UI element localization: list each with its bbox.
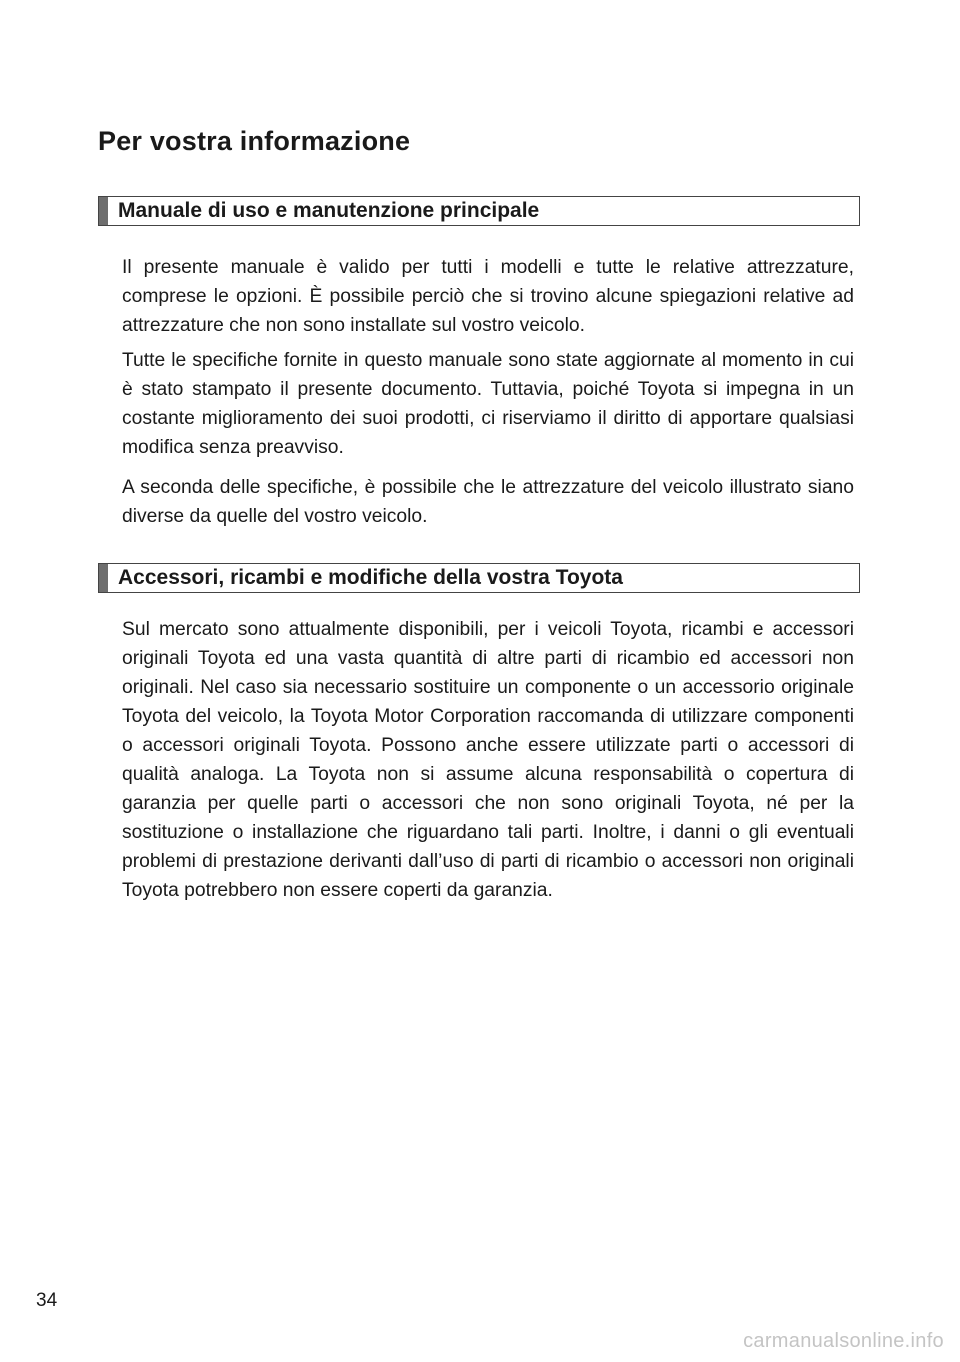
paragraph: Sul mercato sono attualmente disponibili, per i veicoli Toyota, ricambi e accessori originali Toyota ed una vasta quantità di altre parti di ricambio ed accessori non originali. Nel caso sia necessario sostituire un componente o un accessorio originale Toyota del veicolo, la Toyota Motor Corporation raccomanda di utilizzare componenti o accessori originali Toyota. Possono anche essere utilizzate parti o accessori di qualità analoga. La Toyota non si assume alcuna responsabilità o copertura di garanzia per quelle parti o accessori che non sono originali Toyota, né per la sostituzione o installazione che riguardano tali parti. Inoltre, i danni o gli eventuali problemi di prestazione derivanti dall’uso di parti di ricambio o accessori non originali Toyota potrebbero non essere coperti da garanzia. xyxy=(122,619,854,901)
section-header-bar xyxy=(99,197,108,225)
section-header-bar xyxy=(99,564,108,592)
section-heading: Manuale di uso e manutenzione principale xyxy=(118,199,540,222)
section-header-accessories xyxy=(98,563,860,593)
section-header-manual xyxy=(98,196,860,226)
watermark: carmanualsonline.info xyxy=(743,1330,944,1352)
section-heading: Accessori, ricambi e modifiche della vostra Toyota xyxy=(118,566,623,589)
page-number: 34 xyxy=(36,1290,58,1311)
page-title: Per vostra informazione xyxy=(98,126,411,156)
paragraph: Il presente manuale è valido per tutti i modelli e tutte le relative attrezzature, comprese le opzioni. È possibile perciò che si trovino alcune spiegazioni relative ad attrezzature che non sono installate sul vostro veicolo. xyxy=(122,257,854,336)
paragraph: Tutte le specifiche fornite in questo manuale sono state aggiornate al momento in cui è stato stampato il presente documento. Tuttavia, poiché Toyota si impegna in un costante miglioramento dei suoi prodotti, ci riserviamo il diritto di apportare qualsiasi modifica senza preavviso. xyxy=(122,350,854,458)
paragraph: A seconda delle specifiche, è possibile che le attrezzature del veicolo illustrato siano diverse da quelle del vostro veicolo. xyxy=(122,477,854,527)
